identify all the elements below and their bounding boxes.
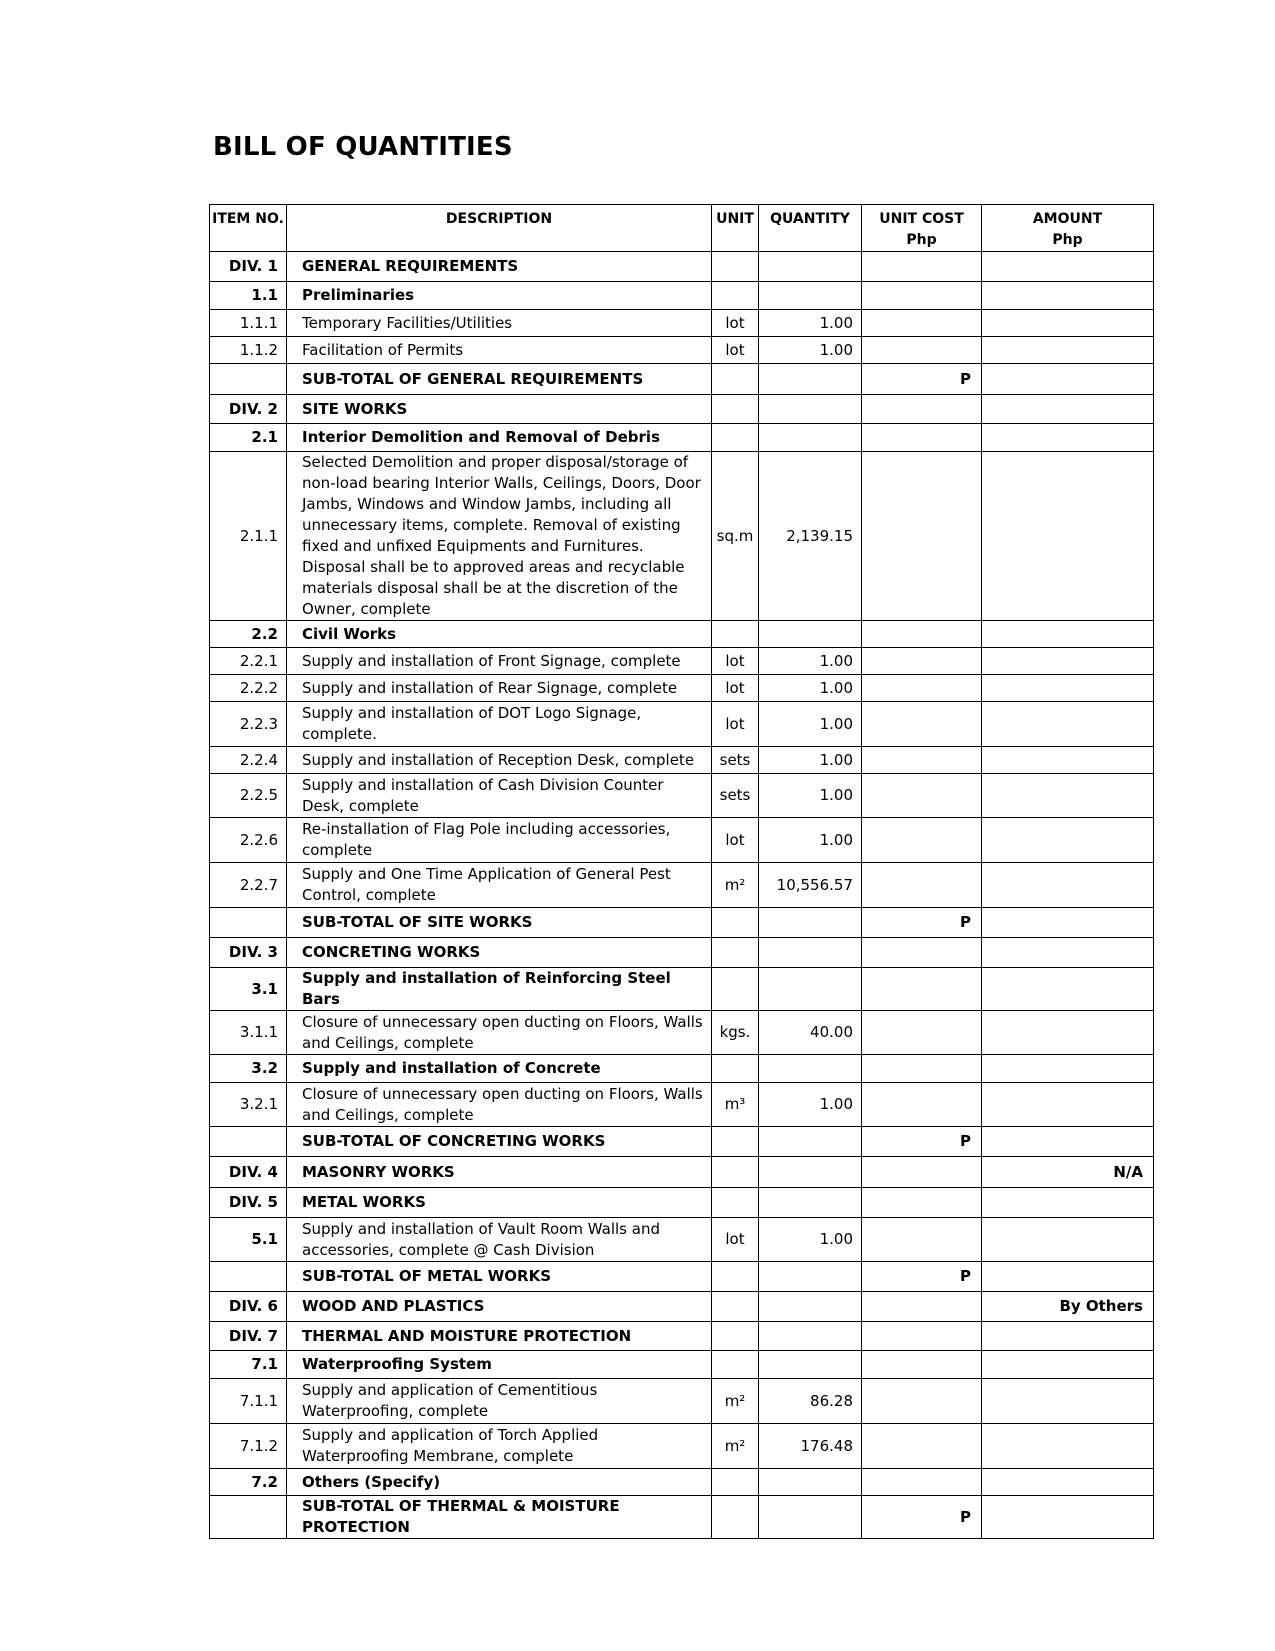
table-row bbox=[210, 1188, 1154, 1218]
unit-cost-cell bbox=[862, 395, 982, 424]
amount-cell bbox=[982, 310, 1154, 337]
table-row bbox=[210, 1322, 1154, 1351]
description-cell: Waterproofing System bbox=[287, 1351, 712, 1379]
unit-cost-cell bbox=[862, 747, 982, 774]
description-cell: Facilitation of Permits bbox=[287, 337, 712, 364]
description-cell: Others (Specify) bbox=[287, 1469, 712, 1496]
amount-cell bbox=[982, 1127, 1154, 1157]
table-row bbox=[210, 282, 1154, 310]
table-row bbox=[210, 863, 1154, 908]
description-cell: WOOD AND PLASTICS bbox=[287, 1292, 712, 1322]
quantity-cell bbox=[759, 1292, 862, 1322]
table-row bbox=[210, 1496, 1154, 1539]
quantity-cell bbox=[759, 968, 862, 1011]
amount-cell bbox=[982, 938, 1154, 968]
header-quantity: QUANTITY bbox=[759, 205, 862, 252]
quantity-cell: 1.00 bbox=[759, 675, 862, 702]
amount-cell bbox=[982, 968, 1154, 1011]
header-unit-cost bbox=[862, 205, 982, 252]
unit-cost-cell: P bbox=[862, 908, 982, 938]
table-row bbox=[210, 1218, 1154, 1262]
description-cell: Supply and application of Cementitious Waterproofing, complete bbox=[287, 1379, 712, 1424]
unit-cell bbox=[712, 621, 759, 648]
item-no-cell: 1.1 bbox=[210, 282, 287, 310]
unit-cell: m³ bbox=[712, 1083, 759, 1127]
amount-cell bbox=[982, 1379, 1154, 1424]
amount-cell bbox=[982, 863, 1154, 908]
amount-cell bbox=[982, 1322, 1154, 1351]
unit-cost-cell bbox=[862, 1322, 982, 1351]
unit-cell bbox=[712, 424, 759, 452]
unit-cost-cell bbox=[862, 863, 982, 908]
unit-cell bbox=[712, 1188, 759, 1218]
item-no-cell: 2.2.1 bbox=[210, 648, 287, 675]
item-no-cell: DIV. 2 bbox=[210, 395, 287, 424]
quantity-cell: 1.00 bbox=[759, 648, 862, 675]
unit-cell: lot bbox=[712, 310, 759, 337]
unit-cost-cell bbox=[862, 1469, 982, 1496]
table-row bbox=[210, 908, 1154, 938]
amount-cell bbox=[982, 818, 1154, 863]
item-no-cell: 5.1 bbox=[210, 1218, 287, 1262]
unit-cell: lot bbox=[712, 648, 759, 675]
amount-cell bbox=[982, 908, 1154, 938]
table-row bbox=[210, 1157, 1154, 1188]
amount-cell bbox=[982, 424, 1154, 452]
item-no-cell: 7.2 bbox=[210, 1469, 287, 1496]
description-cell: Supply and One Time Application of General Pest Control, complete bbox=[287, 863, 712, 908]
description-cell: THERMAL AND MOISTURE PROTECTION bbox=[287, 1322, 712, 1351]
unit-cell bbox=[712, 252, 759, 282]
unit-cell: lot bbox=[712, 675, 759, 702]
description-cell: SUB-TOTAL OF CONCRETING WORKS bbox=[287, 1127, 712, 1157]
quantity-cell bbox=[759, 424, 862, 452]
description-cell: Closure of unnecessary open ducting on Floors, Walls and Ceilings, complete bbox=[287, 1083, 712, 1127]
description-cell: SUB-TOTAL OF THERMAL & MOISTURE PROTECTION bbox=[287, 1496, 712, 1539]
quantity-cell bbox=[759, 1055, 862, 1083]
item-no-cell: 3.2.1 bbox=[210, 1083, 287, 1127]
item-no-cell bbox=[210, 1127, 287, 1157]
unit-cost-cell bbox=[862, 252, 982, 282]
description-cell: Re-installation of Flag Pole including accessories, complete bbox=[287, 818, 712, 863]
unit-cost-cell bbox=[862, 774, 982, 818]
header-description: DESCRIPTION bbox=[287, 205, 712, 252]
amount-cell bbox=[982, 452, 1154, 621]
table-row bbox=[210, 1292, 1154, 1322]
description-cell: Preliminaries bbox=[287, 282, 712, 310]
unit-cost-cell: P bbox=[862, 1496, 982, 1539]
unit-cell bbox=[712, 968, 759, 1011]
table-row bbox=[210, 364, 1154, 395]
table-row bbox=[210, 774, 1154, 818]
quantity-cell bbox=[759, 395, 862, 424]
quantity-cell bbox=[759, 1351, 862, 1379]
unit-cell bbox=[712, 1262, 759, 1292]
unit-cell: lot bbox=[712, 337, 759, 364]
description-cell: SUB-TOTAL OF GENERAL REQUIREMENTS bbox=[287, 364, 712, 395]
item-no-cell: 2.2.3 bbox=[210, 702, 287, 747]
amount-cell bbox=[982, 1469, 1154, 1496]
item-no-cell: 2.2.7 bbox=[210, 863, 287, 908]
quantity-cell bbox=[759, 1188, 862, 1218]
item-no-cell: 1.1.2 bbox=[210, 337, 287, 364]
description-cell: Supply and installation of Vault Room Walls and accessories, complete @ Cash Division bbox=[287, 1218, 712, 1262]
unit-cost-cell bbox=[862, 1292, 982, 1322]
unit-cell: sets bbox=[712, 774, 759, 818]
amount-cell bbox=[982, 774, 1154, 818]
unit-cell: lot bbox=[712, 702, 759, 747]
item-no-cell: 1.1.1 bbox=[210, 310, 287, 337]
description-cell: Temporary Facilities/Utilities bbox=[287, 310, 712, 337]
unit-cost-cell bbox=[862, 1424, 982, 1469]
amount-cell bbox=[982, 702, 1154, 747]
header-row bbox=[210, 205, 1154, 252]
quantity-cell bbox=[759, 908, 862, 938]
quantity-cell: 1.00 bbox=[759, 818, 862, 863]
unit-cost-cell bbox=[862, 938, 982, 968]
amount-cell bbox=[982, 747, 1154, 774]
unit-cell bbox=[712, 1292, 759, 1322]
description-cell: METAL WORKS bbox=[287, 1188, 712, 1218]
unit-cell bbox=[712, 1496, 759, 1539]
unit-cell bbox=[712, 1157, 759, 1188]
quantity-cell: 10,556.57 bbox=[759, 863, 862, 908]
description-cell: GENERAL REQUIREMENTS bbox=[287, 252, 712, 282]
quantity-cell: 40.00 bbox=[759, 1011, 862, 1055]
unit-cell bbox=[712, 908, 759, 938]
description-cell: Civil Works bbox=[287, 621, 712, 648]
unit-cost-cell bbox=[862, 1379, 982, 1424]
unit-cell: m² bbox=[712, 1424, 759, 1469]
quantity-cell bbox=[759, 282, 862, 310]
unit-cell bbox=[712, 1351, 759, 1379]
unit-cost-cell bbox=[862, 310, 982, 337]
header-amount-currency: Php bbox=[1052, 232, 1083, 248]
unit-cost-cell bbox=[862, 675, 982, 702]
unit-cost-cell bbox=[862, 1157, 982, 1188]
amount-cell bbox=[982, 675, 1154, 702]
unit-cell: kgs. bbox=[712, 1011, 759, 1055]
table-row bbox=[210, 1083, 1154, 1127]
table-row bbox=[210, 424, 1154, 452]
item-no-cell: 7.1 bbox=[210, 1351, 287, 1379]
amount-cell bbox=[982, 648, 1154, 675]
table-row bbox=[210, 1127, 1154, 1157]
page-title: BILL OF QUANTITIES bbox=[213, 132, 513, 162]
table-row bbox=[210, 337, 1154, 364]
table-row bbox=[210, 452, 1154, 621]
item-no-cell: DIV. 5 bbox=[210, 1188, 287, 1218]
description-cell: SUB-TOTAL OF METAL WORKS bbox=[287, 1262, 712, 1292]
item-no-cell: DIV. 3 bbox=[210, 938, 287, 968]
description-cell: MASONRY WORKS bbox=[287, 1157, 712, 1188]
item-no-cell bbox=[210, 1262, 287, 1292]
item-no-cell: 2.1 bbox=[210, 424, 287, 452]
quantity-cell bbox=[759, 1262, 862, 1292]
quantity-cell bbox=[759, 364, 862, 395]
header-unit-cost-currency: Php bbox=[906, 232, 937, 248]
table-row bbox=[210, 675, 1154, 702]
amount-cell bbox=[982, 1496, 1154, 1539]
table-row bbox=[210, 747, 1154, 774]
amount-cell bbox=[982, 1188, 1154, 1218]
quantity-cell: 1.00 bbox=[759, 310, 862, 337]
unit-cell: m² bbox=[712, 863, 759, 908]
description-cell: Supply and application of Torch Applied Waterproofing Membrane, complete bbox=[287, 1424, 712, 1469]
amount-cell bbox=[982, 252, 1154, 282]
quantity-cell bbox=[759, 1496, 862, 1539]
amount-cell bbox=[982, 1351, 1154, 1379]
unit-cost-cell bbox=[862, 621, 982, 648]
amount-cell bbox=[982, 337, 1154, 364]
item-no-cell: DIV. 1 bbox=[210, 252, 287, 282]
table-row bbox=[210, 968, 1154, 1011]
item-no-cell: 3.1.1 bbox=[210, 1011, 287, 1055]
quantity-cell bbox=[759, 938, 862, 968]
amount-cell: N/A bbox=[982, 1157, 1154, 1188]
description-cell: Supply and installation of DOT Logo Signage, complete. bbox=[287, 702, 712, 747]
unit-cost-cell bbox=[862, 702, 982, 747]
header-unit-cost-label: UNIT COST bbox=[879, 211, 964, 227]
table-row bbox=[210, 1424, 1154, 1469]
item-no-cell: DIV. 7 bbox=[210, 1322, 287, 1351]
unit-cost-cell bbox=[862, 337, 982, 364]
quantity-cell: 2,139.15 bbox=[759, 452, 862, 621]
amount-cell bbox=[982, 1218, 1154, 1262]
table-row bbox=[210, 648, 1154, 675]
table-row bbox=[210, 1011, 1154, 1055]
unit-cost-cell: P bbox=[862, 1262, 982, 1292]
item-no-cell: 7.1.1 bbox=[210, 1379, 287, 1424]
quantity-cell bbox=[759, 1157, 862, 1188]
amount-cell bbox=[982, 1262, 1154, 1292]
table-row bbox=[210, 1262, 1154, 1292]
item-no-cell bbox=[210, 908, 287, 938]
item-no-cell: 3.2 bbox=[210, 1055, 287, 1083]
table-row bbox=[210, 1469, 1154, 1496]
item-no-cell bbox=[210, 364, 287, 395]
item-no-cell: 2.2.2 bbox=[210, 675, 287, 702]
unit-cell bbox=[712, 364, 759, 395]
unit-cost-cell bbox=[862, 1011, 982, 1055]
description-cell: SUB-TOTAL OF SITE WORKS bbox=[287, 908, 712, 938]
unit-cost-cell bbox=[862, 282, 982, 310]
unit-cell bbox=[712, 1055, 759, 1083]
description-cell: Closure of unnecessary open ducting on Floors, Walls and Ceilings, complete bbox=[287, 1011, 712, 1055]
table-row bbox=[210, 395, 1154, 424]
table-body bbox=[210, 252, 1154, 1539]
description-cell: Supply and installation of Rear Signage, complete bbox=[287, 675, 712, 702]
quantity-cell bbox=[759, 1469, 862, 1496]
unit-cell bbox=[712, 1127, 759, 1157]
unit-cell: sets bbox=[712, 747, 759, 774]
table-row bbox=[210, 1379, 1154, 1424]
quantity-cell: 1.00 bbox=[759, 1083, 862, 1127]
unit-cell bbox=[712, 1322, 759, 1351]
item-no-cell: 2.2 bbox=[210, 621, 287, 648]
unit-cost-cell bbox=[862, 452, 982, 621]
header-amount bbox=[982, 205, 1154, 252]
unit-cell: m² bbox=[712, 1379, 759, 1424]
unit-cost-cell bbox=[862, 424, 982, 452]
quantity-cell: 176.48 bbox=[759, 1424, 862, 1469]
item-no-cell: 3.1 bbox=[210, 968, 287, 1011]
unit-cost-cell bbox=[862, 818, 982, 863]
item-no-cell bbox=[210, 1496, 287, 1539]
amount-cell bbox=[982, 282, 1154, 310]
table-row bbox=[210, 252, 1154, 282]
bill-of-quantities-table bbox=[209, 204, 1154, 1539]
unit-cell: sq.m bbox=[712, 452, 759, 621]
table-row bbox=[210, 310, 1154, 337]
unit-cell bbox=[712, 938, 759, 968]
description-cell: Supply and installation of Cash Division Counter Desk, complete bbox=[287, 774, 712, 818]
table-row bbox=[210, 1351, 1154, 1379]
quantity-cell bbox=[759, 1322, 862, 1351]
amount-cell bbox=[982, 1055, 1154, 1083]
amount-cell bbox=[982, 621, 1154, 648]
unit-cell: lot bbox=[712, 818, 759, 863]
quantity-cell bbox=[759, 252, 862, 282]
header-amount-label: AMOUNT bbox=[1032, 211, 1103, 227]
description-cell: SITE WORKS bbox=[287, 395, 712, 424]
amount-cell bbox=[982, 1011, 1154, 1055]
quantity-cell: 1.00 bbox=[759, 337, 862, 364]
quantity-cell: 1.00 bbox=[759, 747, 862, 774]
unit-cell bbox=[712, 1469, 759, 1496]
item-no-cell: 7.1.2 bbox=[210, 1424, 287, 1469]
description-cell: Selected Demolition and proper disposal/storage of non-load bearing Interior Walls, Ceilings, Doors, Door Jambs, Windows and Window Jambs, including all unnecessary items, complete. Removal of existing fixed and unfixed Equipments and Furnitures. Disposal shall be to approved areas and recyclable materials disposal shall be at the discretion of the Owner, complete bbox=[287, 452, 712, 621]
description-cell: Interior Demolition and Removal of Debris bbox=[287, 424, 712, 452]
table-row bbox=[210, 938, 1154, 968]
unit-cost-cell bbox=[862, 1351, 982, 1379]
item-no-cell: 2.2.6 bbox=[210, 818, 287, 863]
description-cell: Supply and installation of Reception Desk, complete bbox=[287, 747, 712, 774]
amount-cell bbox=[982, 1083, 1154, 1127]
description-cell: Supply and installation of Reinforcing Steel Bars bbox=[287, 968, 712, 1011]
unit-cost-cell: P bbox=[862, 364, 982, 395]
item-no-cell: DIV. 6 bbox=[210, 1292, 287, 1322]
unit-cell: lot bbox=[712, 1218, 759, 1262]
item-no-cell: 2.2.4 bbox=[210, 747, 287, 774]
unit-cost-cell bbox=[862, 1188, 982, 1218]
unit-cell bbox=[712, 282, 759, 310]
amount-cell bbox=[982, 364, 1154, 395]
item-no-cell: 2.1.1 bbox=[210, 452, 287, 621]
header-item-no: ITEM NO. bbox=[210, 205, 287, 252]
unit-cost-cell bbox=[862, 1218, 982, 1262]
item-no-cell: 2.2.5 bbox=[210, 774, 287, 818]
amount-cell bbox=[982, 1424, 1154, 1469]
quantity-cell: 1.00 bbox=[759, 1218, 862, 1262]
quantity-cell: 1.00 bbox=[759, 702, 862, 747]
unit-cost-cell bbox=[862, 968, 982, 1011]
table-row bbox=[210, 621, 1154, 648]
unit-cost-cell: P bbox=[862, 1127, 982, 1157]
header-unit: UNIT bbox=[712, 205, 759, 252]
description-cell: Supply and installation of Concrete bbox=[287, 1055, 712, 1083]
amount-cell bbox=[982, 395, 1154, 424]
description-cell: CONCRETING WORKS bbox=[287, 938, 712, 968]
table-row bbox=[210, 1055, 1154, 1083]
unit-cost-cell bbox=[862, 1055, 982, 1083]
table-row bbox=[210, 818, 1154, 863]
amount-cell: By Others bbox=[982, 1292, 1154, 1322]
unit-cell bbox=[712, 395, 759, 424]
unit-cost-cell bbox=[862, 1083, 982, 1127]
table-row bbox=[210, 702, 1154, 747]
item-no-cell: DIV. 4 bbox=[210, 1157, 287, 1188]
quantity-cell: 86.28 bbox=[759, 1379, 862, 1424]
quantity-cell bbox=[759, 621, 862, 648]
unit-cost-cell bbox=[862, 648, 982, 675]
quantity-cell: 1.00 bbox=[759, 774, 862, 818]
description-cell: Supply and installation of Front Signage, complete bbox=[287, 648, 712, 675]
quantity-cell bbox=[759, 1127, 862, 1157]
